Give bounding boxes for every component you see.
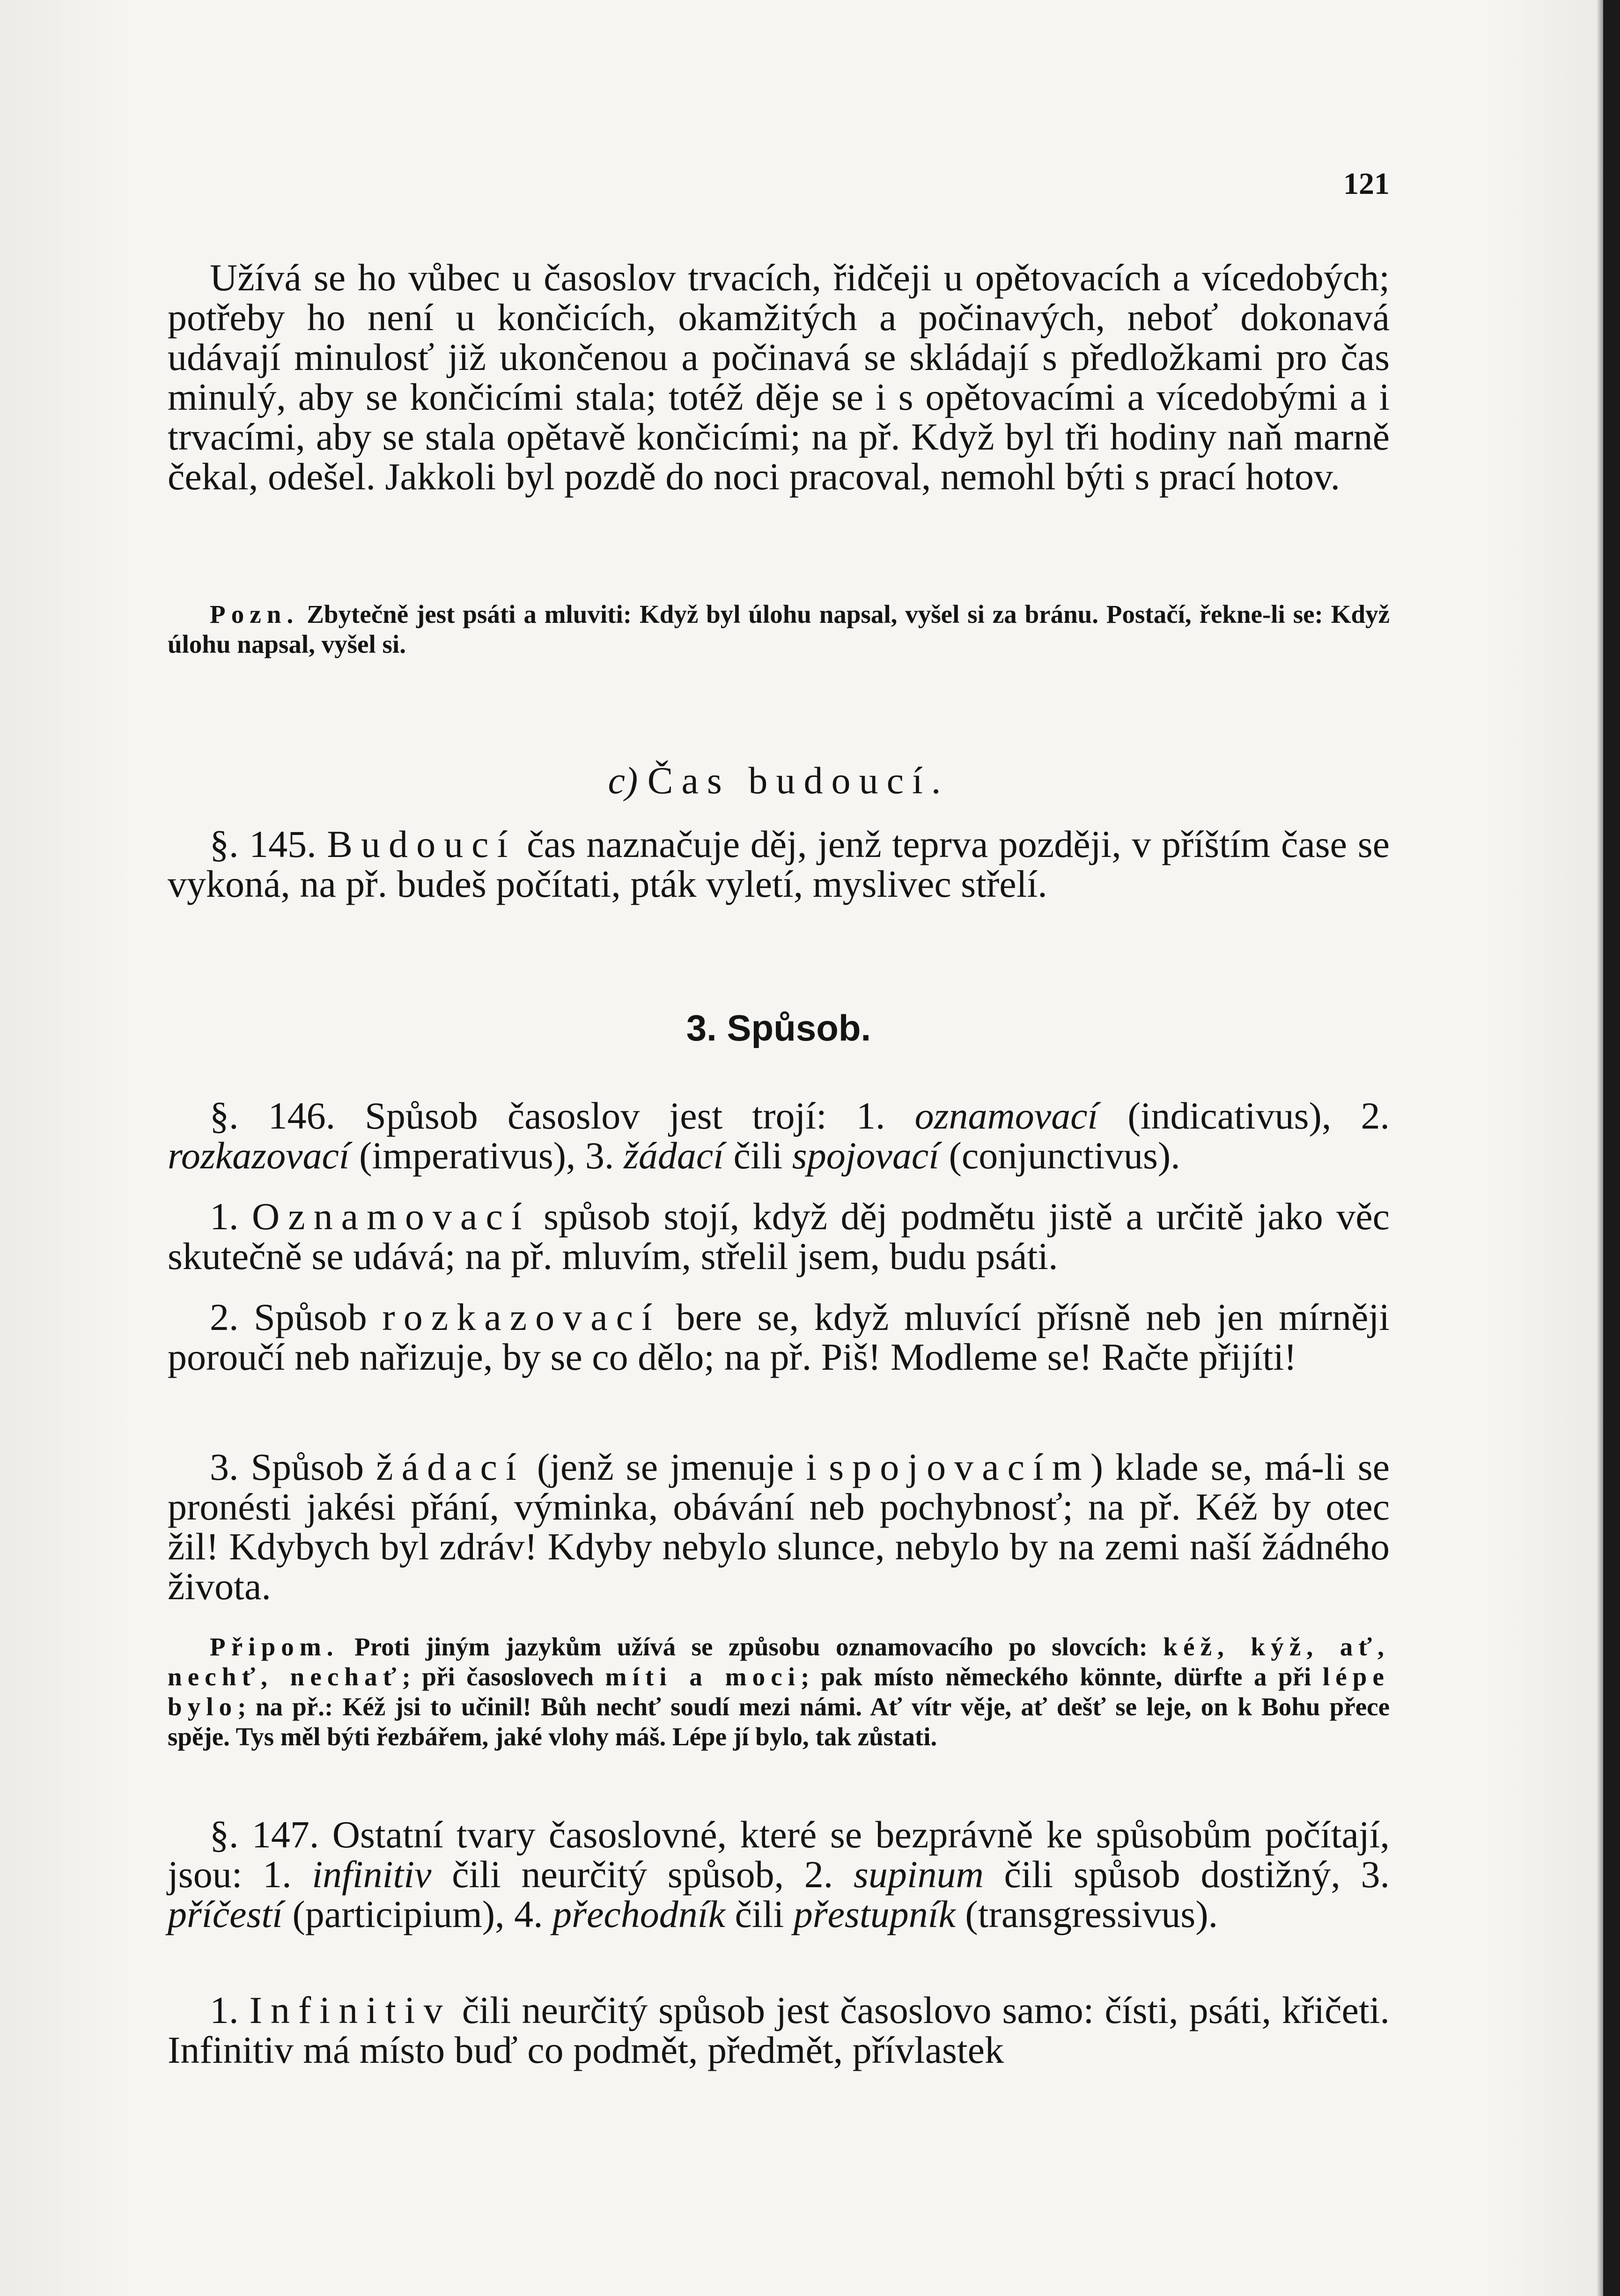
text-run: (participium), 4. (282, 1893, 553, 1935)
subsection-title: Čas budoucí. (647, 759, 950, 802)
note-pozn (168, 599, 1390, 659)
italic-term: přechodník (552, 1893, 725, 1935)
spaced-term: spojovacím (829, 1446, 1090, 1488)
italic-term: příčestí (168, 1893, 283, 1935)
text-run: bere se, když mluvící přísně neb jen mírněji poroučí neb nařizuje, by se co dělo; na př. Piš! Modleme se! Račte přijíti! (168, 1296, 1390, 1378)
text-run: (indicativus), 2. (1098, 1094, 1390, 1137)
paragraph-text: čas naznačuje děj, jenž teprva později, v příštím čase se vykoná, na př. budeš počítati, pták vyletí, myslivec střelí. (168, 823, 1390, 905)
italic-term: rozkazovací (168, 1134, 350, 1177)
text-run: Proti jiným jazykům užívá se způsobu oznamovacího po slovcích: (339, 1632, 1163, 1661)
text-run: spůsob stojí, když děj podmětu jistě a určitě jako věc skutečně se udává; na př. mluvím, střelil jsem, budu psáti. (168, 1195, 1390, 1277)
spaced-term: žádací (376, 1446, 525, 1488)
italic-term: žádací (623, 1134, 724, 1177)
paragraph-indicative (168, 1196, 1390, 1276)
paragraph-imperative (168, 1297, 1390, 1377)
note-text: Zbytečně jest psáti a mluviti: Když byl úlohu napsal, vyšel si za bránu. Postačí, řekne-li se: Když úlohu napsal, vyšel si. (168, 600, 1390, 658)
spaced-term: lépe bylo (168, 1662, 1390, 1721)
italic-term: oznamovací (914, 1094, 1098, 1137)
paragraph-conjunctive (168, 1447, 1390, 1606)
page-edge-shadow (1597, 0, 1603, 2296)
text-run: čili (724, 1134, 792, 1177)
spaced-term: rozkazovací (382, 1296, 661, 1338)
text-run: 1. (210, 1195, 252, 1238)
text-run: čili spůsob dostižný, 3. (983, 1853, 1390, 1896)
page-number: 121 (1343, 167, 1390, 201)
text-run: čili neurčitý spůsob jest časoslovo samo: čísti, psáti, křičeti. Infinitiv má místo buď co podmět, předmět, přívlastek (168, 1989, 1390, 2071)
section-heading-mood: 3. Spůsob. (686, 1007, 871, 1048)
paragraph-infinitive (168, 1990, 1390, 2070)
text-run: ; na př.: Kéž jsi to učinil! Bůh nechť soudí mezi námi. Ať vítr věje, ať dešť se leje, on k Bohu přece spěje. Tys měl býti řezbářem, jaké vlohy máš. Lépe jí bylo, tak zůstati. (168, 1692, 1390, 1751)
italic-term: přestupník (793, 1893, 956, 1935)
note-pripom (168, 1632, 1390, 1752)
italic-term: supinum (853, 1853, 984, 1896)
note-label: Pozn. (210, 600, 299, 628)
text-run: (imperativus), 3. (349, 1134, 624, 1177)
text-run: §. 146. Spůsob časoslov jest trojí: 1. (210, 1094, 915, 1137)
spaced-term: kéž, kýž, ať, nechť, nechať (168, 1632, 1390, 1691)
text-run: ; pak místo německého könnte, dürfte a při (801, 1662, 1323, 1691)
text-run: čili (725, 1893, 794, 1935)
text-run: §. 147. Ostatní tvary časoslovné, které se bezprávně ke spůsobům počítají, jsou: 1. (168, 1813, 1390, 1896)
section-heading-future (168, 759, 1390, 803)
paragraph-past-tense-usage: Užívá se ho vůbec u časoslov trvacích, řidčeji u opětovacích a vícedobých; potřeby ho není u končicích, okamžitých a počinavých, neboť dokonavá udávají minulosť již ukončenou a počinavá se skládají s předložkami pro čas minulý, aby se končicími stala; totéž děje se i s opětovacími a vícedobými a i trvacími, aby se stala opětavě končicími; na př. Když byl tři hodiny naň marně čekal, odešel. Jakkoli byl pozdě do noci pracoval, nemohl býti s prací hotov. (168, 256, 1390, 498)
spaced-term: Oznamovací (251, 1195, 530, 1238)
text-run: (jenž se jmenuje i (524, 1446, 829, 1488)
spaced-term: Infinitiv (249, 1989, 451, 2031)
text-run: (transgressivus). (955, 1893, 1218, 1935)
text-run: 1. (210, 1989, 250, 2031)
text-run: čili neurčitý spůsob, 2. (431, 1853, 854, 1896)
italic-term: spojovací (792, 1134, 940, 1177)
paragraph-146 (168, 1096, 1390, 1175)
subsection-letter: c) (608, 759, 638, 802)
text-run: ; při časoslovech (402, 1662, 605, 1691)
spaced-term: míti a moci (605, 1662, 801, 1691)
section-number: §. 145. (210, 823, 317, 865)
scan-border (1603, 0, 1620, 2296)
paragraph-147 (168, 1815, 1390, 1934)
text-run: 3. Spůsob (210, 1446, 376, 1488)
spaced-term: Budoucí (327, 823, 516, 865)
italic-term: infinitiv (312, 1853, 432, 1896)
text-run: (conjunctivus). (939, 1134, 1180, 1177)
text-run: ) klade se, má-li se pronésti jakési přání, výminka, obávání neb pochybnosť; na př. Kéž by otec žil! Kdybych byl zdráv! Kdyby nebylo slunce, nebylo by na zemi naší žádného života. (168, 1446, 1390, 1608)
note-label: Připom. (210, 1632, 339, 1661)
paragraph-145 (168, 824, 1390, 904)
text-run: 2. Spůsob (210, 1296, 383, 1338)
